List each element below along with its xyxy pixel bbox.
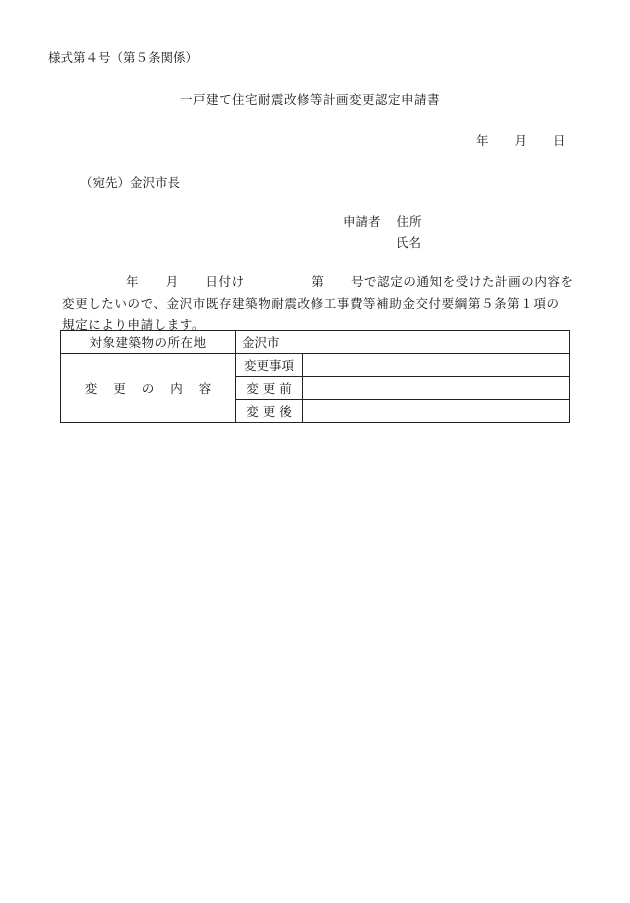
after-change-value (303, 400, 570, 423)
paragraph-line-1 (126, 272, 574, 290)
change-content-label: 変更の内容 (61, 354, 236, 423)
paragraph-line-3: 規定により申請します。 (62, 317, 206, 332)
location-value: 金沢市 (236, 331, 570, 354)
date-day-label: 日 (553, 133, 566, 148)
applicant-address-row (343, 212, 422, 230)
before-change-value (303, 377, 570, 400)
application-table (60, 330, 570, 423)
date-line (476, 131, 566, 149)
date-month-label: 月 (514, 133, 528, 148)
after-change-label: 変 更 後 (236, 400, 303, 423)
para-year: 年 (126, 274, 140, 289)
applicant-name-label: 氏名 (396, 235, 422, 250)
form-number: 様式第４号（第５条関係） (48, 50, 199, 65)
date-year-label: 年 (476, 133, 489, 148)
para-number-prefix: 第 (311, 274, 325, 289)
document-title: 一戸建て住宅耐震改修等計画変更認定申請書 (180, 92, 441, 107)
addressee: （宛先）金沢市長 (80, 175, 181, 190)
para-line1-rest: 号で認定の通知を受けた計画の内容を (350, 274, 574, 289)
applicant-address-label: 住所 (396, 214, 422, 229)
paragraph-line-2: 変更したいので、金沢市既存建築物耐震改修工事費等補助金交付要綱第５条第１項の (62, 296, 560, 311)
para-month: 月 (165, 274, 179, 289)
location-label: 対象建築物の所在地 (61, 331, 236, 354)
para-date: 日付け (205, 274, 245, 289)
change-item-label: 変更事項 (236, 354, 303, 377)
applicant-label: 申請者 (343, 214, 381, 229)
change-item-value (303, 354, 570, 377)
location-row (61, 331, 570, 354)
change-row-1 (61, 354, 570, 377)
before-change-label: 変 更 前 (236, 377, 303, 400)
